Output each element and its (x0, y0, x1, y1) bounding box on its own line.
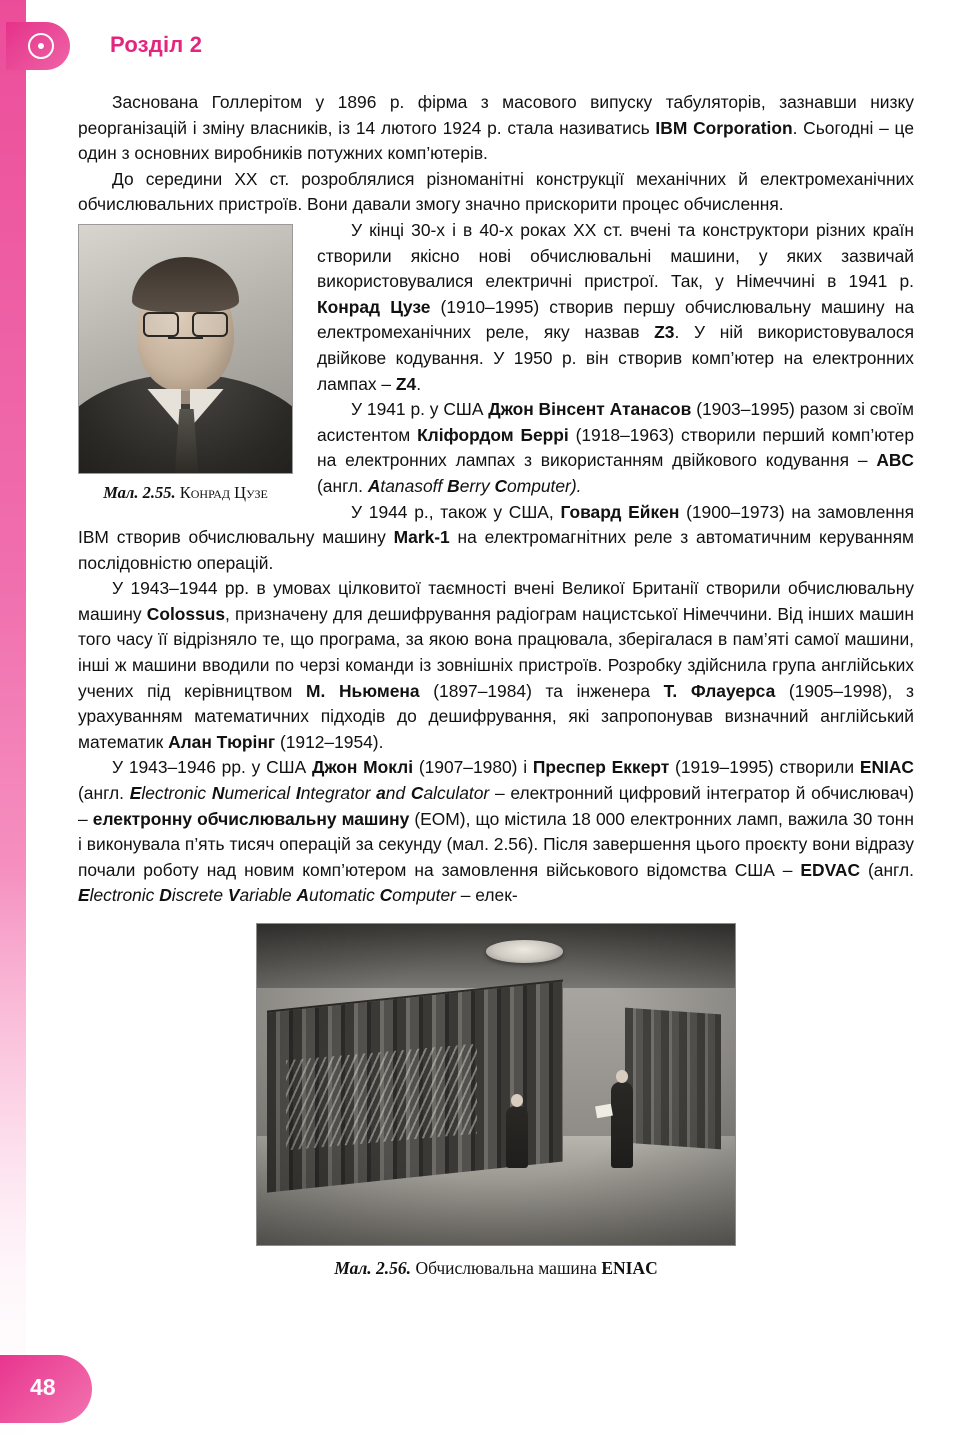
text-run: erry (459, 475, 495, 496)
text-run: У кінці 30-х і в 40-х роках XX ст. вчені та конструктори різних країн створили якісно нові обчислювальні машини, у яких зазвичай використовувалися електричні пристрої. Так, у Німеччині в 1941 р. (317, 219, 914, 292)
term-eckert: Преспер Еккерт (532, 757, 670, 778)
text-run: iscrete (171, 885, 228, 906)
disc-icon (28, 33, 54, 59)
text-run: utomatic (309, 885, 380, 906)
text-run: C (379, 885, 393, 906)
text-run: (ЕОМ), що містила 18 000 електронних ламп, важила 30 тонн і виконувала п’ять тисяч операцій за секунду (мал. 2.56). Після завершення цього проєкту вони відразу почали роботу над новим комп’ютером на замовлення військового відомства США – (78, 808, 914, 880)
term-edvac: EDVAC (800, 859, 861, 880)
text-run: (1918–1963) створили перший комп’ютер на електронних лампах з використанням двійкового кодування – (317, 424, 914, 471)
text-run: (1897–1984) та інженера (419, 680, 664, 701)
figure-zuse-caption (78, 482, 293, 503)
text-run: У 1943–1946 рр. у США (112, 757, 312, 778)
portrait-konrad-zuse (78, 224, 293, 474)
paragraph-eniac (78, 755, 914, 909)
term-colossus: Colossus (146, 603, 226, 624)
text-run: . Сьогодні – це один з основних виробників потужних комп’ютерів. (78, 117, 914, 164)
text-run: nd (385, 783, 411, 804)
term-electronic-computer: електронну обчислювальну машину (92, 808, 410, 829)
figure-eniac-name: ENIAC (601, 1258, 658, 1278)
text-run: на електромагнітних реле з автоматичним керуванням послідовністю операцій. (78, 527, 914, 573)
text-run: (англ. (317, 475, 368, 496)
text-run: – елек- (455, 885, 518, 906)
text-run: (1907–1980) і (413, 757, 533, 778)
text-run: (англ. (78, 783, 130, 804)
text-run: N (211, 783, 225, 804)
paragraph-colossus (78, 576, 914, 755)
text-run: E (78, 885, 90, 906)
chapter-badge (6, 22, 70, 70)
text-run: . (416, 373, 422, 394)
text-run: . У ній використовувалося двійкове кодування. У 1950 р. він створив комп’ютер на електронних лампах – (317, 322, 915, 394)
text-run: (1912–1954). (275, 731, 384, 752)
text-run: (англ. (860, 859, 914, 880)
text-run: У 1944 р., також у США, (351, 501, 561, 522)
paragraph-aiken (78, 500, 914, 577)
text-run: A (367, 475, 381, 496)
term-z3: Z3 (654, 322, 675, 343)
term-z4: Z4 (395, 373, 417, 394)
text-run: Заснована Голлерітом у 1896 р. фірма з масового випуску табуляторів, зазнавши низку реорганізацій і зміну власників, із 14 лютого 1924 р. стала називатись (78, 92, 914, 138)
term-howard-aiken: Говард Ейкен (560, 501, 680, 522)
text-run: C (494, 475, 508, 496)
header-divider (26, 78, 946, 81)
term-flowers: Т. Флауерса (663, 680, 776, 701)
page-number: 48 (30, 1374, 56, 1400)
figure-zuse (78, 224, 293, 503)
text-run: (1903–1995) разом зі своїм асистентом (317, 399, 914, 445)
paragraph-ibm (78, 90, 914, 167)
text-run: У 1941 р. у США (351, 399, 489, 420)
text-run: B (447, 475, 460, 496)
text-run: До середини XX ст. розроблялися різноманітні конструкції механічних й електромеханічних обчислювальних пристроїв. Вони давали змогу значно прискорити процес обчислення. (78, 168, 914, 215)
text-run: C (410, 783, 424, 804)
text-run: lectronic (89, 885, 160, 906)
text-run: ntegrator (300, 783, 377, 804)
term-ibm-corporation: IBM Corporation (655, 117, 793, 138)
figure-zuse-label: Конрад Цузе (179, 482, 268, 502)
text-run: omputer (392, 885, 456, 906)
text-run: A (296, 885, 310, 906)
term-abc: ABC (876, 450, 914, 471)
page-content (78, 90, 914, 1279)
term-berry: Кліфордом Беррі (417, 424, 569, 445)
term-newman: М. Ньюмена (306, 680, 420, 701)
figure-eniac-caption (256, 1258, 736, 1279)
text-run: E (129, 783, 142, 804)
text-run: D (159, 885, 172, 906)
text-run: a (376, 783, 386, 804)
text-run: tanasoff (380, 475, 448, 496)
term-atanasoff: Джон Вінсент Атанасов (488, 399, 692, 420)
term-alan-turing: Алан Тюрінг (168, 731, 276, 752)
paragraph-mechanical-devices (78, 167, 914, 218)
text-run: (1905–1998), з урахуванням математичних підходів до дешифрування, які запропонував визначний англійський математик (78, 680, 914, 752)
figure-eniac-label: Обчислювальна машина (411, 1258, 602, 1278)
text-run: (1900–1973) на замовлення IBM створив обчислювальну машину (78, 501, 915, 548)
text-run: V (227, 885, 240, 906)
text-run: У 1943–1944 рр. в умовах цілковитої таємності вчені Великої Британії створили обчислювальну машину (78, 578, 914, 624)
term-konrad-zuse: Конрад Цузе (317, 296, 431, 317)
chapter-title: Розділ 2 (110, 32, 203, 57)
photo-eniac-machine-room (256, 923, 736, 1246)
text-run: umerical (224, 783, 296, 804)
figure-zuse-number: Мал. 2.55. (103, 482, 176, 502)
page-header (0, 0, 979, 82)
text-run: omputer). (507, 475, 582, 496)
page-edge-band-fade (0, 0, 26, 1449)
text-run: – електронний цифровий інтегратор й обчислювач) – (78, 783, 914, 829)
figure-eniac-number: Мал. 2.56. (334, 1258, 412, 1278)
term-mauchly: Джон Моклі (311, 757, 414, 778)
text-run: (1919–1995) створили (669, 757, 860, 778)
text-run: alculator (423, 783, 490, 804)
text-run: lectronic (141, 783, 212, 804)
text-run: ariable (239, 885, 297, 906)
term-mark-1: Mark-1 (393, 527, 450, 548)
text-run: I (295, 783, 301, 804)
figure-eniac (256, 923, 736, 1279)
text-run: (1910–1995) створив першу обчислювальну машину на електромеханічних реле, яку назвав (317, 296, 914, 343)
text-run: , призначену для дешифрування радіограм нацистської Німеччини. Від інших машин того часу її відрізняло те, що програма, за якою вона працювала, зберігалася в пам’яті самої машини, інші ж машини вводили по черзі команди із зовнішніх пристроїв. Розробку здійснила група англійських учених під керівництвом (78, 603, 914, 701)
term-eniac: ENIAC (859, 757, 914, 778)
